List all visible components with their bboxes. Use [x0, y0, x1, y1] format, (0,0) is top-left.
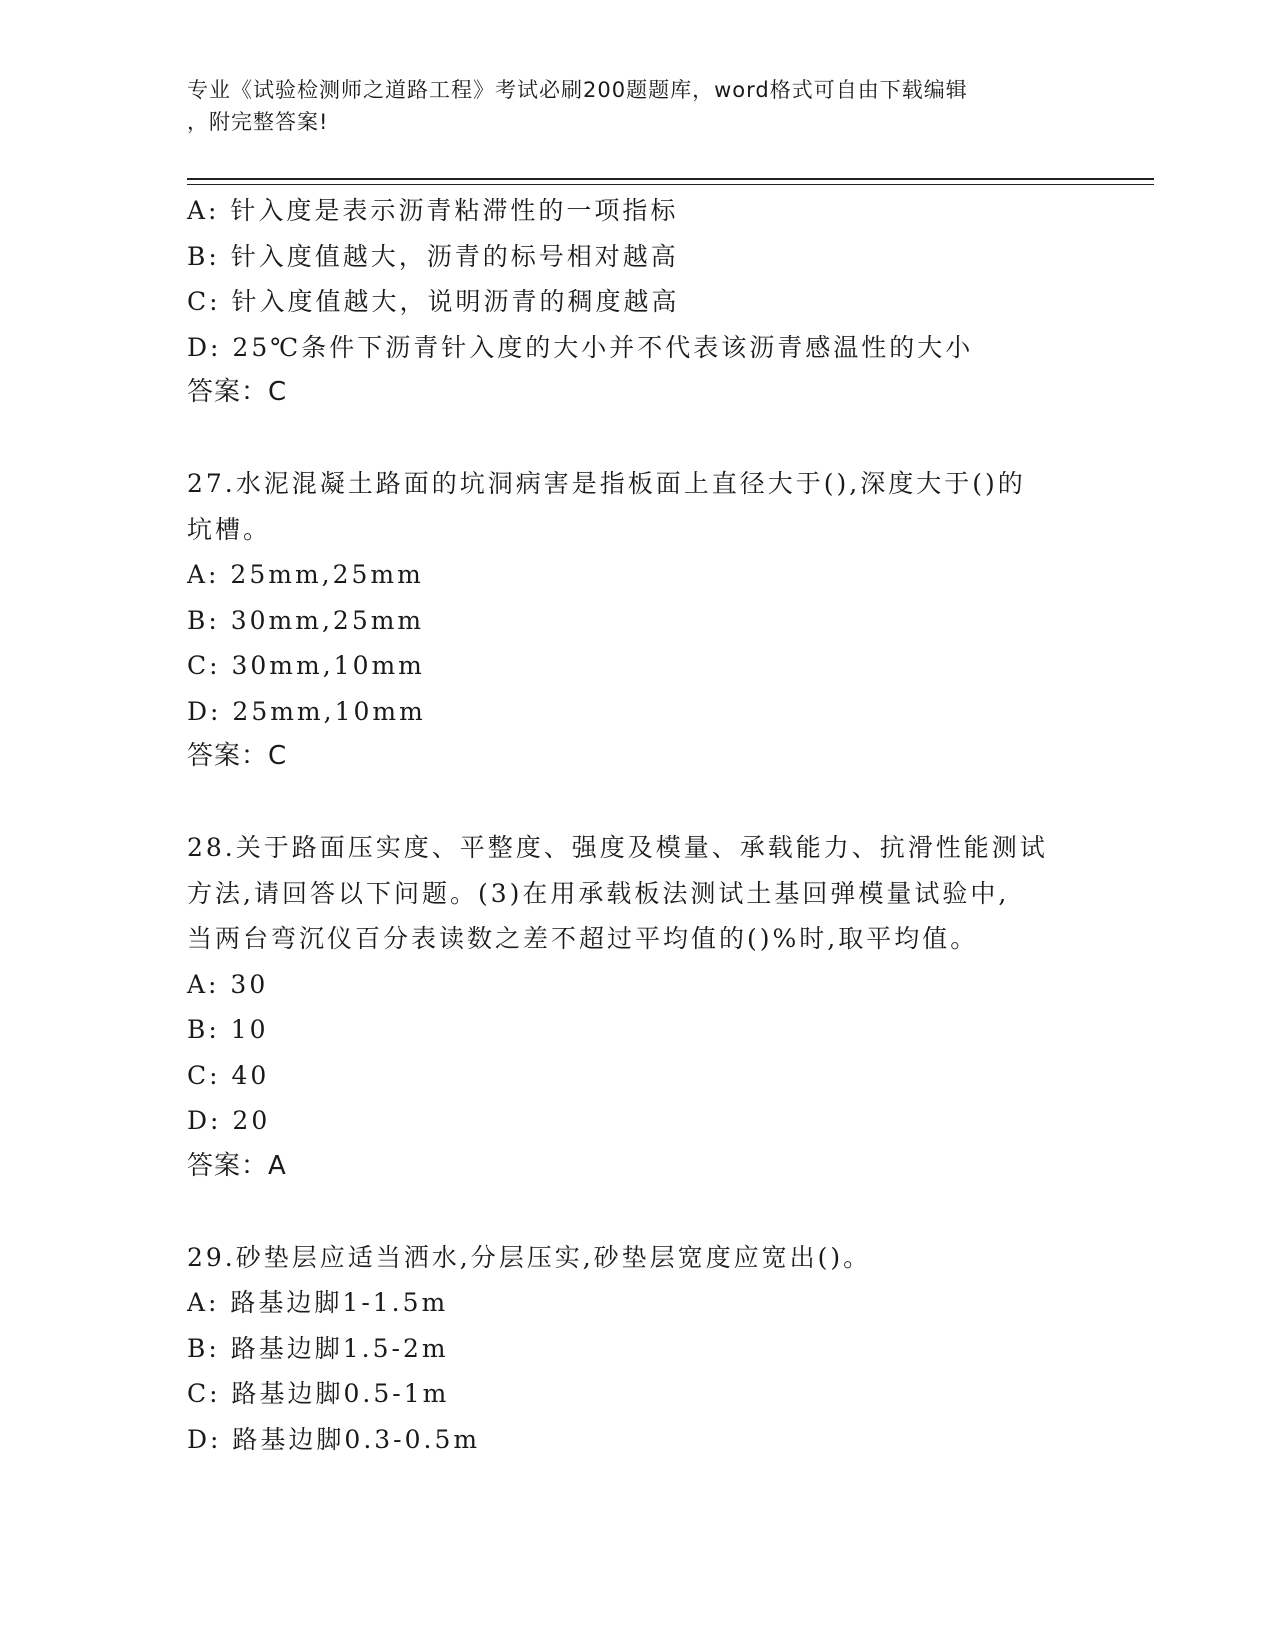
question-28	[187, 825, 1087, 1189]
document-header	[187, 74, 1087, 138]
spacer	[187, 1189, 1087, 1235]
option-c: C: 针入度值越大，说明沥青的稠度越高	[187, 287, 680, 316]
option-a: A: 路基边脚1-1.5m	[187, 1288, 449, 1317]
question-text-line: 方法,请回答以下问题。(3)在用承载板法测试土基回弹模量试验中,	[187, 878, 1010, 908]
spacer	[187, 780, 1087, 826]
option-a: A: 30	[187, 969, 269, 999]
header-divider-thick	[187, 178, 1154, 180]
question-text-line: 坑槽。	[187, 514, 272, 544]
option-c: C: 30mm,10mm	[187, 651, 425, 680]
option-b: B: 路基边脚1.5-2m	[187, 1333, 449, 1363]
question-27	[187, 461, 1087, 780]
answer-line: 答案：C	[187, 741, 288, 771]
option-d: D: 25℃条件下沥青针入度的大小并不代表该沥青感温性的大小	[187, 332, 974, 362]
header-line-2: ，附完整答案!	[187, 110, 329, 134]
option-d: D: 路基边脚0.3-0.5m	[187, 1424, 481, 1454]
option-d: D: 25mm,10mm	[187, 696, 426, 726]
answer-line: 答案：A	[187, 1150, 287, 1181]
question-26	[187, 188, 1087, 416]
question-text-line: 27.水泥混凝土路面的坑洞病害是指板面上直径大于(),深度大于()的	[187, 469, 1026, 498]
question-text-line: 当两台弯沉仪百分表读数之差不超过平均值的()%时,取平均值。	[187, 924, 979, 953]
option-c: C: 40	[187, 1060, 270, 1090]
spacer	[187, 416, 1087, 462]
option-b: B: 30mm,25mm	[187, 605, 425, 635]
option-a: A: 25mm,25mm	[187, 560, 424, 589]
option-b: B: 针入度值越大，沥青的标号相对越高	[187, 241, 679, 271]
option-a: A: 针入度是表示沥青粘滞性的一项指标	[187, 196, 679, 225]
option-b: B: 10	[187, 1015, 269, 1044]
question-list	[187, 188, 1087, 1462]
question-text-line: 29.砂垫层应适当洒水,分层压实,砂垫层宽度应宽出()。	[187, 1242, 872, 1272]
question-text-line: 28.关于路面压实度、平整度、强度及模量、承载能力、抗滑性能测试	[187, 833, 1048, 862]
header-divider-thin	[187, 184, 1154, 185]
option-c: C: 路基边脚0.5-1m	[187, 1379, 450, 1408]
option-d: D: 20	[187, 1106, 271, 1135]
question-29	[187, 1235, 1087, 1463]
header-line-1: 专业《试验检测师之道路工程》考试必刷200题题库，word格式可自由下载编辑	[187, 78, 968, 102]
answer-line: 答案：C	[187, 377, 288, 407]
